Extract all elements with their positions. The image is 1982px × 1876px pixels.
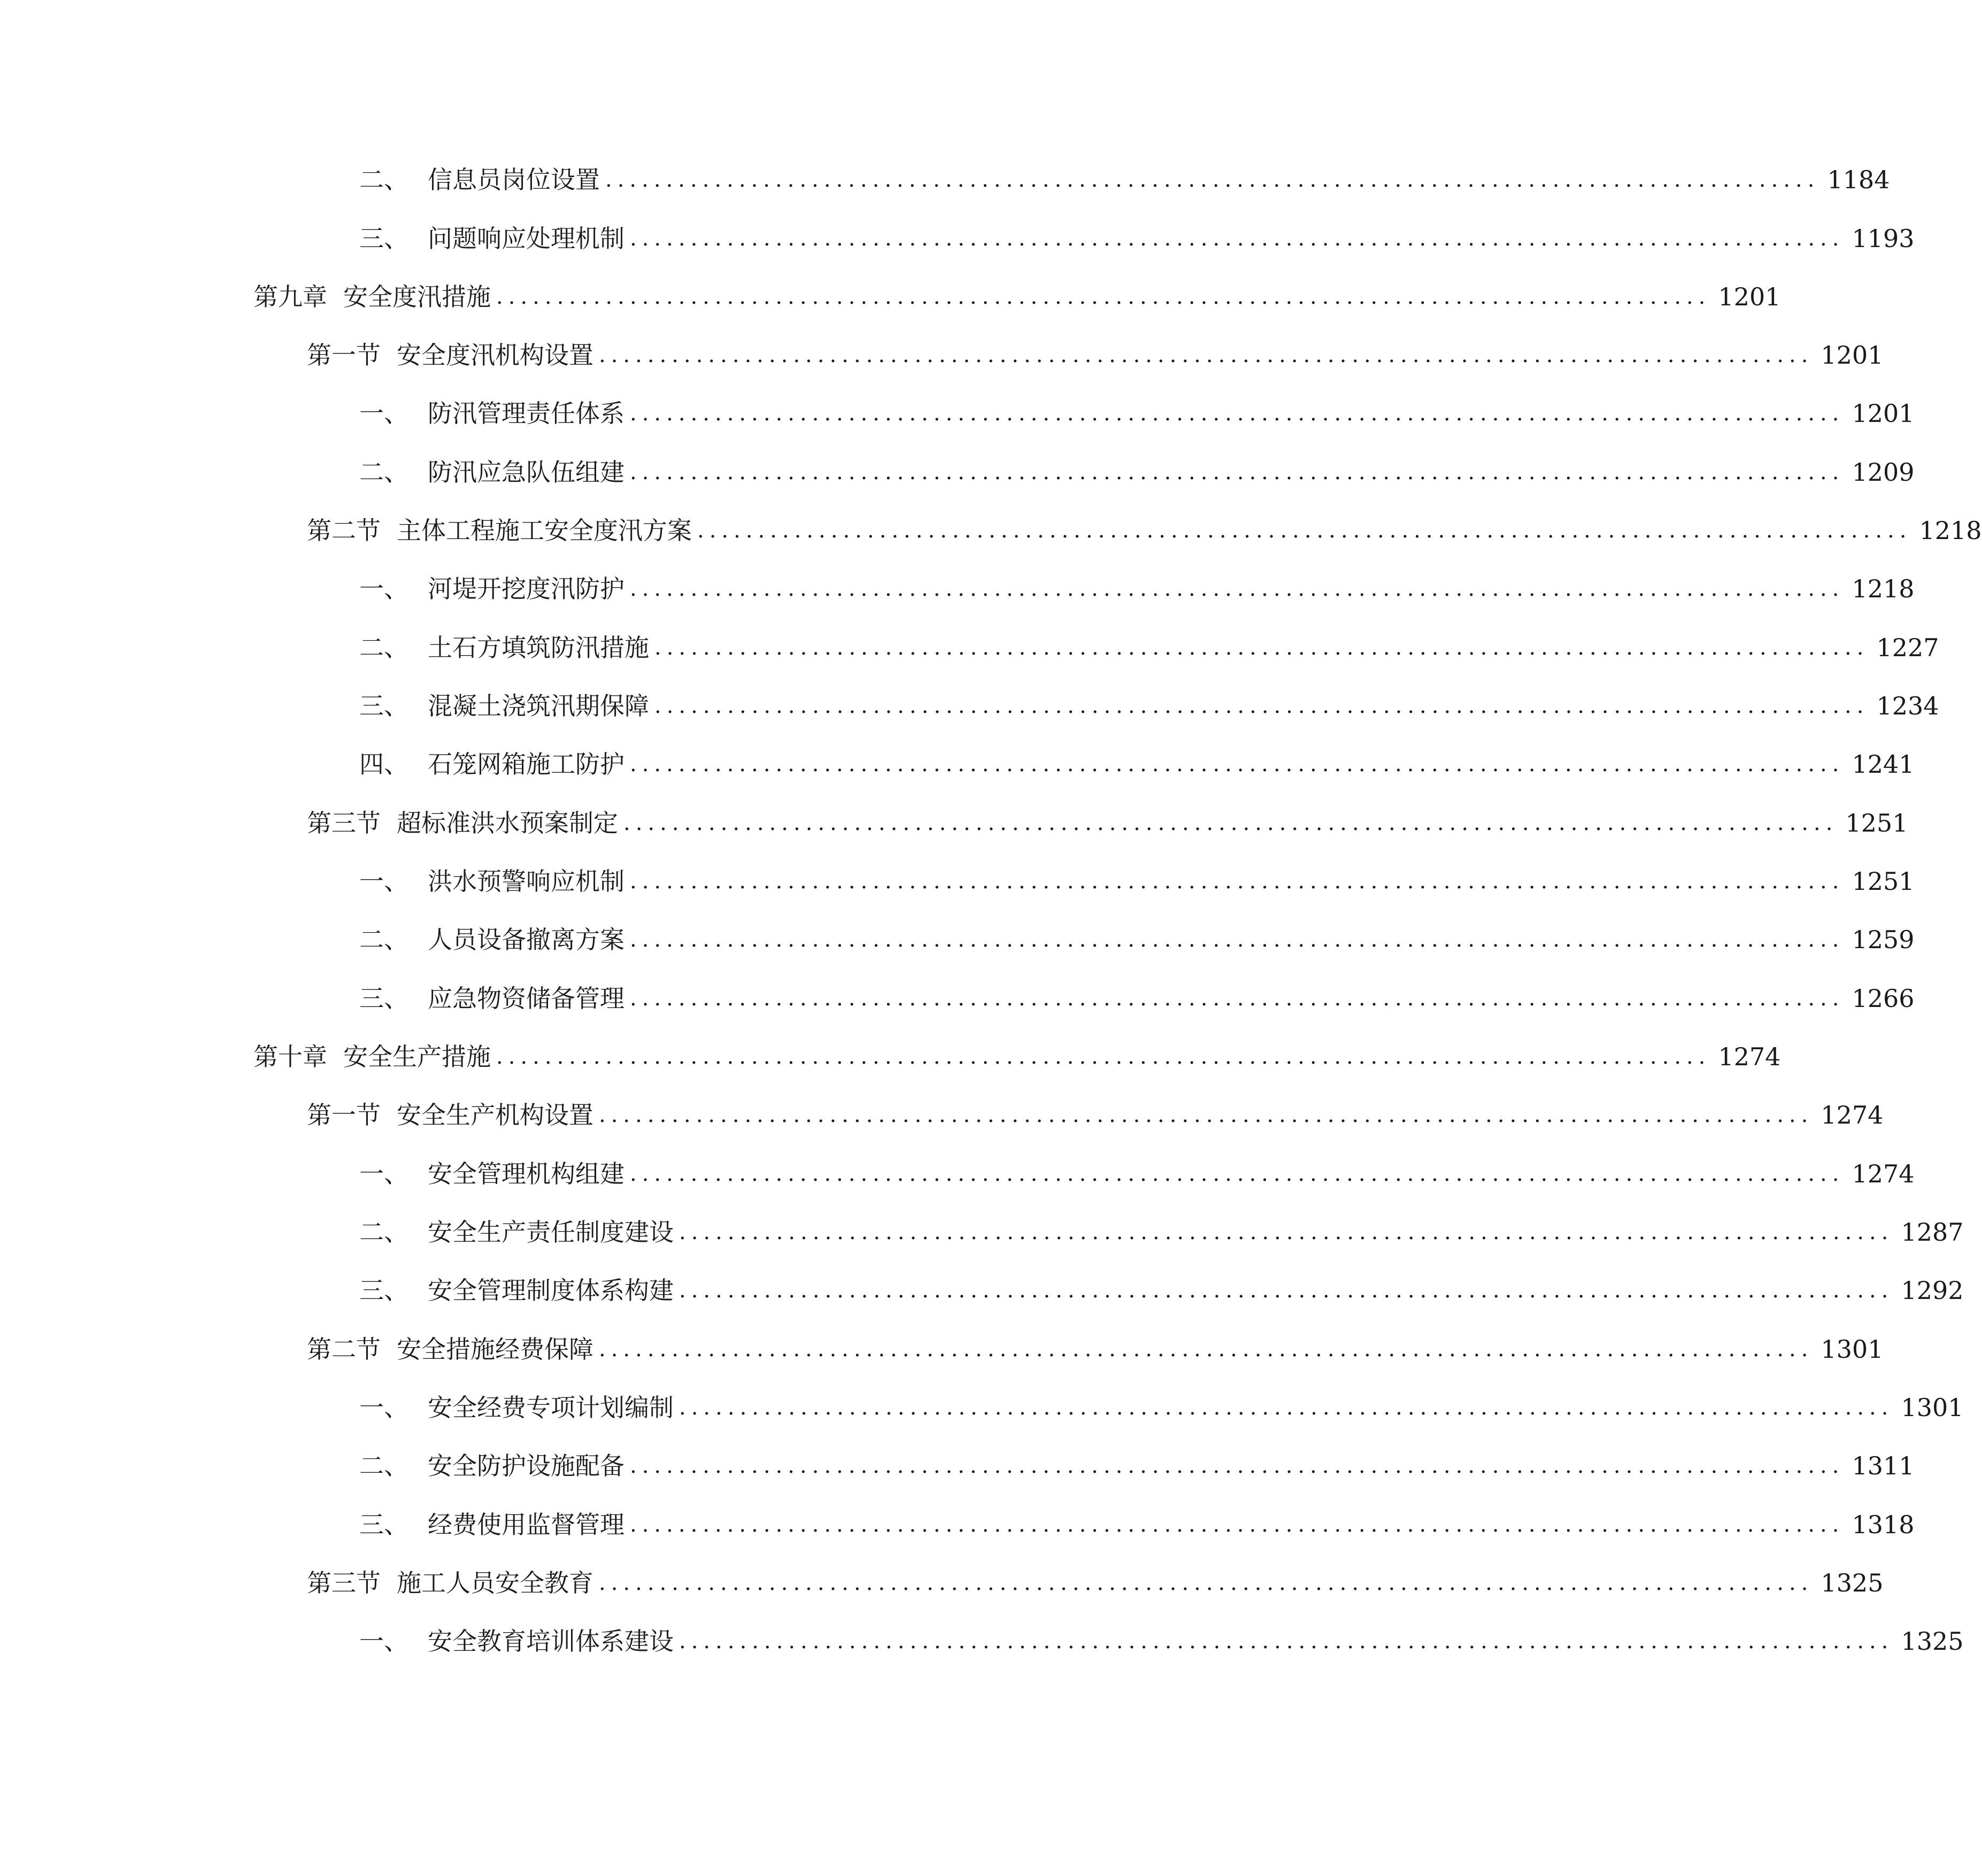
toc-leader-dots: .................................................................................................... (599, 1103, 1814, 1127)
toc-entry-page: 1201 (1821, 341, 1884, 370)
toc-entry-title: 土石方填筑防汛措施 (428, 633, 649, 662)
toc-entry-number: 三、 (359, 1276, 408, 1305)
toc-entry-page: 1184 (1827, 165, 1890, 194)
toc-entry-number: 一、 (359, 399, 408, 428)
toc-entry[interactable] (359, 860, 1915, 903)
toc-entry-number: 第三节 (307, 809, 381, 837)
toc-entry-page: 1301 (1901, 1393, 1964, 1422)
toc-leader-dots: .................................................................................................... (679, 1278, 1894, 1303)
toc-entry-number: 二、 (359, 165, 408, 194)
toc-entry-title: 安全经费专项计划编制 (428, 1393, 674, 1422)
toc-leader-dots: .................................................................................................... (599, 1571, 1814, 1595)
toc-entry[interactable] (307, 802, 1908, 844)
toc-entry-page: 1201 (1852, 399, 1915, 428)
toc-entry-title: 安全管理制度体系构建 (428, 1276, 674, 1305)
toc-entry[interactable] (359, 392, 1915, 435)
toc-entry-number: 四、 (359, 750, 408, 779)
toc-entry[interactable] (359, 743, 1915, 786)
toc-entry-page: 1251 (1845, 809, 1908, 837)
toc-entry-title: 问题响应处理机制 (428, 224, 624, 253)
toc-entry-title: 主体工程施工安全度汛方案 (397, 516, 692, 545)
toc-entry-number: 一、 (359, 574, 408, 603)
toc-entry-title: 信息员岗位设置 (428, 165, 600, 194)
toc-entry-page: 1325 (1901, 1627, 1964, 1656)
toc-entry-number: 第十章 (253, 1042, 327, 1071)
toc-entry-title: 河堤开挖度汛防护 (428, 574, 624, 603)
toc-entry-title: 安全措施经费保障 (397, 1335, 593, 1364)
toc-leader-dots: .................................................................................................... (599, 1337, 1814, 1362)
toc-entry[interactable] (359, 1444, 1915, 1487)
toc-entry-title: 洪水预警响应机制 (428, 867, 624, 896)
toc-entry-number: 一、 (359, 1393, 408, 1422)
toc-leader-dots: .................................................................................................... (630, 752, 1845, 776)
toc-entry-page: 1274 (1821, 1101, 1884, 1129)
toc-entry-page: 1266 (1852, 984, 1915, 1013)
toc-entry[interactable] (359, 567, 1915, 610)
toc-leader-dots: .................................................................................................... (630, 927, 1845, 952)
toc-leader-dots: .................................................................................................... (679, 1395, 1894, 1420)
toc-entry[interactable] (307, 509, 1982, 552)
toc-entry-page: 1251 (1852, 867, 1915, 896)
toc-entry-number: 一、 (359, 1627, 408, 1656)
toc-entry-page: 1218 (1852, 574, 1915, 603)
toc-entry-title: 应急物资储备管理 (428, 984, 624, 1013)
toc-leader-dots: .................................................................................................... (630, 576, 1845, 601)
toc-entry-number: 第三节 (307, 1569, 381, 1597)
toc-entry-page: 1193 (1852, 224, 1915, 253)
toc-entry-page: 1241 (1852, 750, 1915, 779)
toc-entry-title: 混凝土浇筑汛期保障 (428, 691, 649, 720)
toc-entry[interactable] (307, 334, 1884, 376)
toc-entry-number: 第二节 (307, 1335, 381, 1364)
toc-entry-page: 1274 (1852, 1159, 1915, 1188)
toc-entry[interactable] (359, 1211, 1964, 1254)
toc-entry-title: 安全教育培训体系建设 (428, 1627, 674, 1656)
toc-leader-dots: .................................................................................................... (654, 635, 1869, 660)
toc-entry[interactable] (359, 918, 1915, 961)
toc-entry[interactable] (253, 275, 1781, 318)
toc-entry[interactable] (359, 977, 1915, 1020)
toc-leader-dots: .................................................................................................... (630, 1162, 1845, 1186)
toc-entry-title: 安全生产责任制度建设 (428, 1218, 674, 1247)
toc-entry-title: 人员设备撤离方案 (428, 925, 624, 954)
toc-entry[interactable] (359, 1386, 1964, 1429)
toc-entry[interactable] (359, 1269, 1964, 1312)
toc-entry-page: 1318 (1852, 1510, 1915, 1539)
toc-entry-number: 第一节 (307, 341, 381, 370)
toc-entry[interactable] (359, 1503, 1915, 1546)
toc-entry-page: 1287 (1901, 1218, 1964, 1247)
toc-entry-page: 1325 (1821, 1569, 1884, 1597)
toc-entry[interactable] (307, 1562, 1884, 1604)
toc-leader-dots: .................................................................................................... (599, 343, 1814, 367)
toc-entry[interactable] (307, 1094, 1884, 1136)
toc-entry-title: 石笼网箱施工防护 (428, 750, 624, 779)
toc-entry-number: 第一节 (307, 1101, 381, 1129)
toc-entry-page: 1311 (1852, 1451, 1915, 1480)
toc-entry-page: 1292 (1901, 1276, 1964, 1305)
toc-leader-dots: .................................................................................................... (654, 694, 1869, 718)
toc-entry-title: 防汛应急队伍组建 (428, 458, 624, 487)
toc-leader-dots: .................................................................................................... (679, 1629, 1894, 1654)
toc-entry-page: 1201 (1718, 282, 1781, 311)
toc-entry-page: 1301 (1821, 1335, 1884, 1364)
toc-entry-title: 防汛管理责任体系 (428, 399, 624, 428)
toc-entry-number: 二、 (359, 1451, 408, 1480)
toc-leader-dots: .................................................................................................... (630, 460, 1845, 485)
toc-entry[interactable] (359, 626, 1939, 669)
toc-leader-dots: .................................................................................................... (679, 1220, 1894, 1244)
toc-entry-page: 1274 (1718, 1042, 1781, 1071)
toc-entry[interactable] (359, 685, 1939, 727)
toc-entry-page: 1227 (1876, 633, 1939, 662)
toc-entry-number: 二、 (359, 1218, 408, 1247)
toc-entry[interactable] (359, 1620, 1964, 1663)
toc-entry-title: 经费使用监督管理 (428, 1510, 624, 1539)
toc-entry-number: 一、 (359, 1159, 408, 1188)
toc-entry-title: 安全防护设施配备 (428, 1451, 624, 1480)
toc-entry-number: 三、 (359, 224, 408, 253)
toc-leader-dots: .................................................................................................... (496, 285, 1711, 309)
toc-leader-dots: .................................................................................................... (697, 518, 1912, 543)
toc-leader-dots: .................................................................................................... (605, 167, 1820, 192)
toc-entry-page: 1259 (1852, 925, 1915, 954)
toc-leader-dots: .................................................................................................... (630, 401, 1845, 426)
toc-entry-title: 安全生产措施 (343, 1042, 491, 1071)
toc-entry-title: 超标准洪水预案制定 (397, 809, 618, 837)
toc-entry[interactable] (359, 217, 1915, 260)
toc-entry-title: 安全度汛措施 (343, 282, 491, 311)
toc-leader-dots: .................................................................................................... (630, 869, 1845, 894)
toc-leader-dots: .................................................................................................... (630, 986, 1845, 1011)
toc-entry-title: 安全管理机构组建 (428, 1159, 624, 1188)
toc-entry-number: 三、 (359, 1510, 408, 1539)
toc-leader-dots: .................................................................................................... (630, 1454, 1845, 1478)
toc-entry-title: 施工人员安全教育 (397, 1569, 593, 1597)
toc-entry[interactable] (359, 158, 1890, 201)
toc-entry-number: 二、 (359, 458, 408, 487)
toc-leader-dots: .................................................................................................... (630, 1512, 1845, 1537)
toc-entry-title: 安全度汛机构设置 (397, 341, 593, 370)
toc-entry-page: 1234 (1876, 691, 1939, 720)
toc-entry-page: 1218 (1919, 516, 1982, 545)
toc-entry-title: 安全生产机构设置 (397, 1101, 593, 1129)
toc-leader-dots: .................................................................................................... (630, 226, 1845, 251)
toc-entry-number: 二、 (359, 633, 408, 662)
toc-entry[interactable] (307, 1328, 1884, 1371)
toc-entry-number: 三、 (359, 984, 408, 1013)
toc-entry[interactable] (359, 451, 1915, 494)
toc-entry-page: 1209 (1852, 458, 1915, 487)
toc-entry[interactable] (253, 1035, 1781, 1078)
toc-entry-number: 第二节 (307, 516, 381, 545)
toc-entry[interactable] (359, 1152, 1915, 1195)
toc-leader-dots: .................................................................................................... (496, 1044, 1711, 1069)
toc-entry-number: 第九章 (253, 282, 327, 311)
toc-entry-number: 一、 (359, 867, 408, 896)
toc-leader-dots: .................................................................................................... (623, 811, 1838, 835)
toc-entry-number: 三、 (359, 691, 408, 720)
toc-entry-number: 二、 (359, 925, 408, 954)
